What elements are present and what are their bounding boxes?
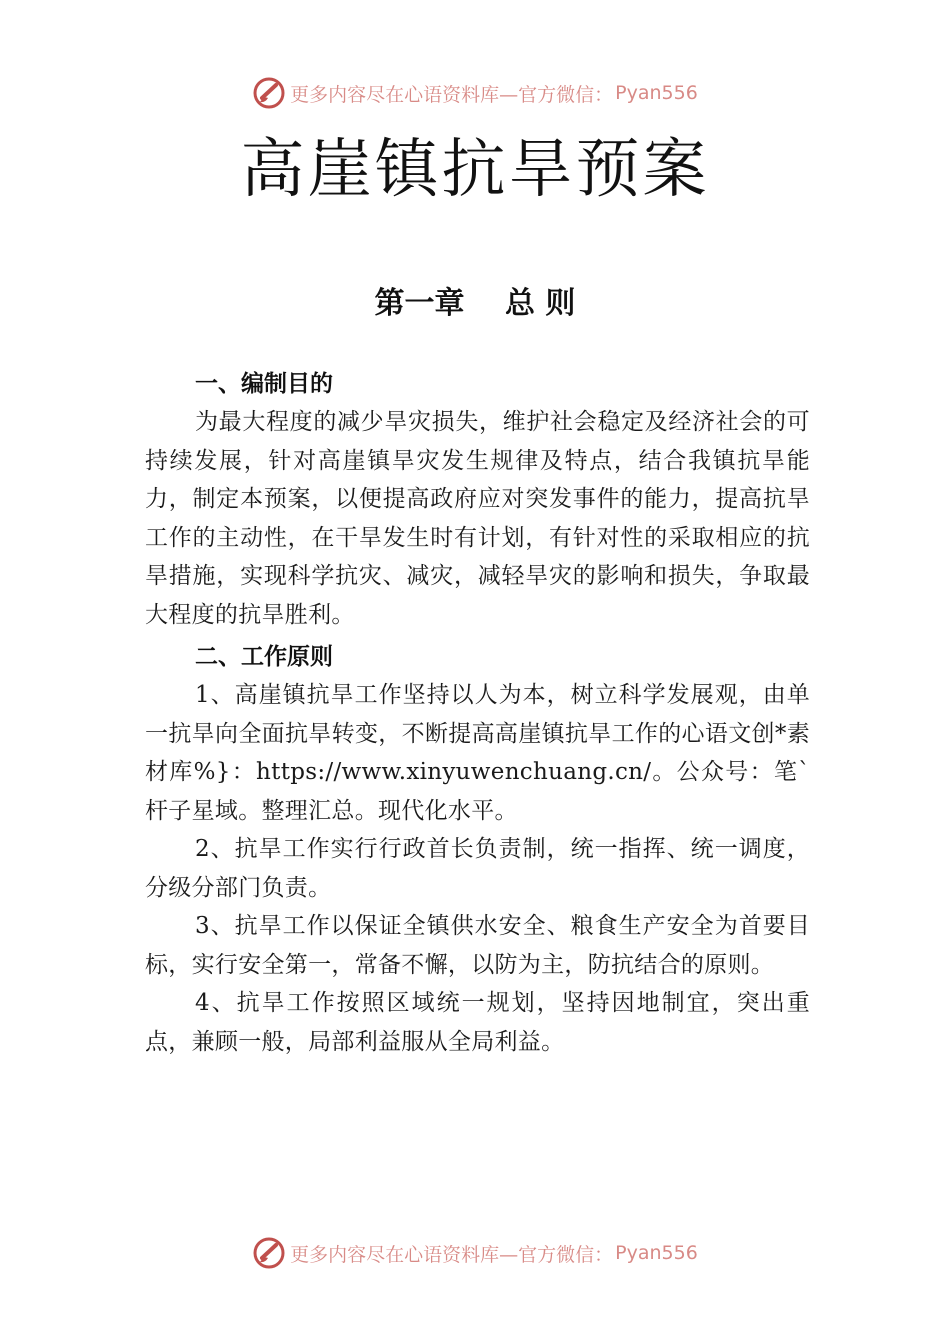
section-heading-principles: 二、工作原则 bbox=[195, 644, 333, 670]
watermark-wechat-id: Pyan556 bbox=[615, 1242, 698, 1264]
paragraph-principle-2: 2、抗旱工作实行行政首长负责制，统一指挥、统一调度，分级分部门负责。 bbox=[145, 836, 810, 901]
watermark-text: 更多内容尽在心语资料库—官方微信： bbox=[290, 83, 614, 106]
brush-logo-icon bbox=[252, 76, 286, 110]
header-watermark bbox=[0, 73, 950, 113]
document-title: 高崖镇抗旱预案 bbox=[240, 133, 710, 207]
paragraph-principle-1: 1、高崖镇抗旱工作坚持以人为本，树立科学发展观，由单一抗旱向全面抗旱转变，不断提高高崖镇抗旱工作的心语文创*素材库%}：https://www.xinyuwenchuang.cn/。公众号：笔`杆子星域。整理汇总。现代化水平。 bbox=[145, 682, 810, 824]
chapter-title: 第一章 总 则 bbox=[374, 286, 576, 321]
brush-logo-icon bbox=[252, 1236, 286, 1270]
footer-watermark bbox=[0, 1233, 950, 1273]
paragraph-principle-4: 4、抗旱工作按照区域统一规划，坚持因地制宜，突出重点，兼顾一般，局部利益服从全局利益。 bbox=[145, 990, 810, 1055]
paragraph-principle-3: 3、抗旱工作以保证全镇供水安全、粮食生产安全为首要目标，实行安全第一，常备不懈，以防为主，防抗结合的原则。 bbox=[145, 913, 810, 978]
paragraph-purpose: 为最大程度的减少旱灾损失，维护社会稳定及经济社会的可持续发展，针对高崖镇旱灾发生规律及特点，结合我镇抗旱能力，制定本预案，以便提高政府应对突发事件的能力，提高抗旱工作的主动性，在干旱发生时有计划，有针对性的采取相应的抗旱措施，实现科学抗灾、减灾，减轻旱灾的影响和损失，争取最大程度的抗旱胜利。 bbox=[145, 409, 810, 628]
watermark-text: 更多内容尽在心语资料库—官方微信： bbox=[290, 1243, 614, 1266]
document-body bbox=[145, 365, 810, 1061]
section-heading-purpose: 一、编制目的 bbox=[195, 371, 333, 397]
watermark-wechat-id: Pyan556 bbox=[615, 82, 698, 104]
